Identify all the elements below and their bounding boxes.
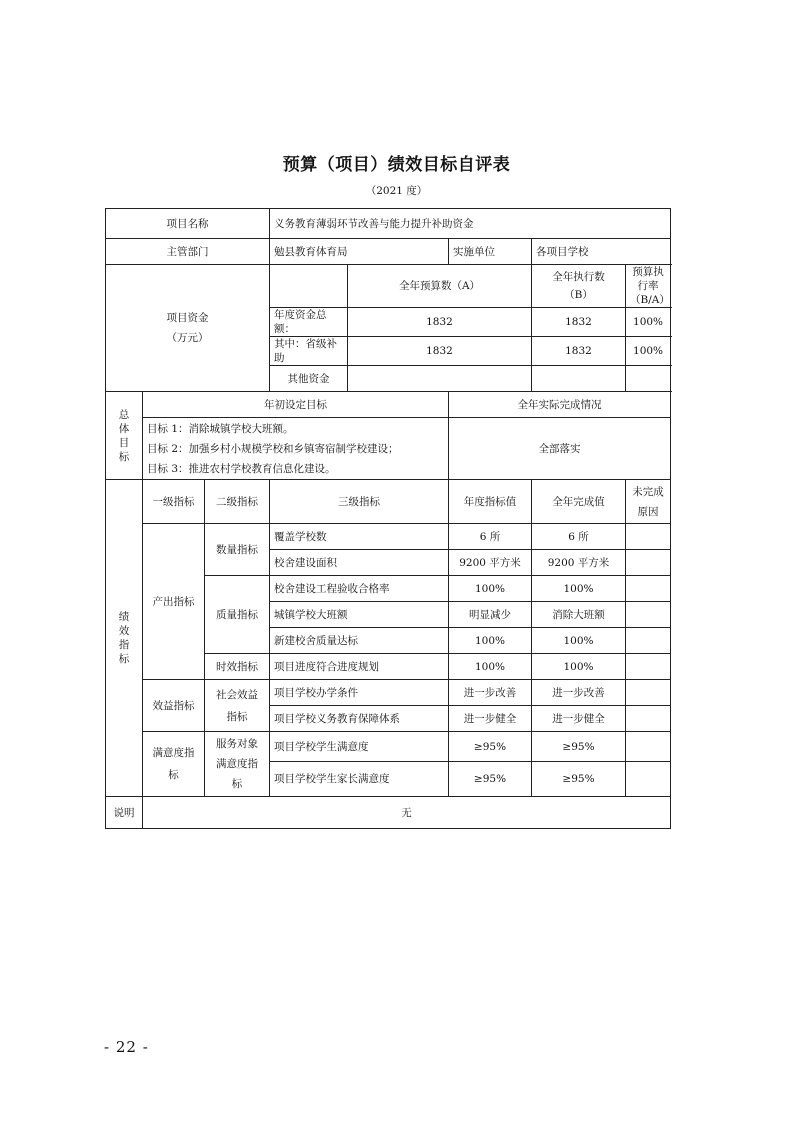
quality-indicator-label: 质量指标: [205, 576, 270, 654]
perf-row-target: 6 所: [449, 524, 532, 550]
perf-side-label: [106, 480, 143, 797]
goals-side-char: 体: [118, 422, 130, 435]
funds-col-b-header-line1: 全年执行数: [552, 271, 605, 283]
timeliness-indicator-label: 时效指标: [205, 654, 270, 680]
perf-row-actual: 9200 平方米: [532, 550, 626, 576]
goals-list: [143, 418, 449, 480]
funds-row-a: 1832: [348, 308, 532, 337]
funds-row-b: 1832: [532, 337, 626, 366]
goals-set-header: 年初设定目标: [143, 392, 449, 418]
service-label-line2: 满意度指: [216, 758, 258, 770]
goal-item: 目标 3：推进农村学校教育信息化建设。: [147, 462, 336, 475]
dept-label: 主管部门: [106, 239, 270, 265]
perf-row-target: 进一步健全: [449, 706, 532, 732]
perf-row-name: 项目学校义务教育保障体系: [270, 706, 449, 732]
funds-col-b-header: [532, 265, 626, 308]
note-value: 无: [143, 797, 671, 829]
perf-row-target: ≥95%: [449, 732, 532, 762]
goals-side-label: [106, 392, 143, 480]
service-label-line3: 标: [231, 778, 243, 790]
output-indicator-label: 产出指标: [143, 524, 205, 680]
document-year: （2021 度）: [365, 185, 428, 197]
social-benefit-label-line1: 社会效益: [216, 688, 258, 701]
perf-header-row: [106, 480, 671, 524]
perf-side-char: 标: [118, 653, 130, 665]
perf-side-char: 绩: [118, 611, 130, 623]
perf-row-target: 9200 平方米: [449, 550, 532, 576]
perf-row-actual: 6 所: [532, 524, 626, 550]
impl-label: 实施单位: [449, 239, 532, 265]
perf-row-target: 100%: [449, 628, 532, 654]
funds-header-blank: [270, 265, 348, 308]
goals-content-row: [106, 418, 671, 480]
perf-header-target: 年度指标值: [449, 480, 532, 524]
perf-row-reason: [626, 550, 671, 576]
perf-row-actual: 100%: [532, 628, 626, 654]
perf-row-reason: [626, 524, 671, 550]
funds-row-b: [532, 366, 626, 392]
perf-row-target: ≥95%: [449, 762, 532, 797]
perf-row-name: 新建校舍质量达标: [270, 628, 449, 654]
goal-item: 目标 1：消除城镇学校大班额。: [147, 422, 294, 435]
perf-row-name: 项目学校学生家长满意度: [270, 762, 449, 797]
perf-header-actual: 全年完成值: [532, 480, 626, 524]
perf-side-char: 指: [118, 639, 130, 651]
funds-row-b: 1832: [532, 308, 626, 337]
perf-row-actual: 消除大班额: [532, 602, 626, 628]
perf-header-reason: [626, 480, 671, 524]
perf-header-level1: 一级指标: [143, 480, 205, 524]
funds-col-a-header: 全年预算数（A）: [348, 265, 532, 308]
perf-header-level2: 二级指标: [205, 480, 270, 524]
goals-actual-header: 全年实际完成情况: [449, 392, 671, 418]
perf-header-reason-line2: 原因: [637, 505, 659, 518]
perf-row-name: 项目进度符合进度规划: [270, 654, 449, 680]
perf-row-actual: 100%: [532, 654, 626, 680]
project-name-row: [106, 209, 671, 239]
perf-row: [106, 732, 671, 762]
funds-row-a: 1832: [348, 337, 532, 366]
self-evaluation-table: [105, 208, 671, 829]
note-row: [106, 797, 671, 829]
goal-item: 目标 2：加强乡村小规模学校和乡镇寄宿制学校建设；: [147, 442, 399, 455]
perf-row-actual: 进一步改善: [532, 680, 626, 706]
funds-row-rate: 100%: [626, 308, 671, 337]
social-benefit-label: [205, 680, 270, 732]
department-row: [106, 239, 671, 265]
perf-row-reason: [626, 706, 671, 732]
perf-row-target: 明显减少: [449, 602, 532, 628]
perf-row-target: 进一步改善: [449, 680, 532, 706]
perf-row-reason: [626, 602, 671, 628]
impl-value: 各项目学校: [532, 239, 671, 265]
funds-col-b-header-line2: （B）: [564, 289, 593, 301]
goals-actual-value: 全部落实: [449, 418, 671, 480]
perf-row: [106, 524, 671, 550]
perf-row-target: 100%: [449, 654, 532, 680]
perf-row-actual: ≥95%: [532, 762, 626, 797]
goals-side-char: 标: [118, 450, 130, 463]
perf-row-reason: [626, 628, 671, 654]
dept-value: 勉县教育体育局: [270, 239, 449, 265]
funds-label-line1: 项目资金: [166, 312, 209, 324]
benefit-indicator-label: 效益指标: [143, 680, 205, 732]
perf-row-actual: 进一步健全: [532, 706, 626, 732]
funds-label-line2: （万元）: [166, 332, 209, 344]
perf-row-name: 校舍建设工程验收合格率: [270, 576, 449, 602]
funds-row-rate: [626, 366, 671, 392]
perf-row-actual: 100%: [532, 576, 626, 602]
funds-col-rate-header: 预算执行率（B/A）: [626, 265, 671, 308]
perf-row-name: 项目学校学生满意度: [270, 732, 449, 762]
perf-row-name: 城镇学校大班额: [270, 602, 449, 628]
perf-row-name: 校舍建设面积: [270, 550, 449, 576]
perf-row-name: 项目学校办学条件: [270, 680, 449, 706]
quantity-indicator-label: 数量指标: [205, 524, 270, 576]
perf-row-target: 100%: [449, 576, 532, 602]
perf-header-reason-line1: 未完成: [632, 485, 664, 498]
goals-side-char: 目: [118, 436, 130, 449]
perf-row-reason: [626, 576, 671, 602]
perf-header-level3: 三级指标: [270, 480, 449, 524]
funds-row-name: 其中：省级补助: [270, 337, 348, 366]
perf-row-reason: [626, 732, 671, 762]
satisfaction-indicator-label: [143, 732, 205, 797]
funds-label: [106, 265, 270, 392]
funds-row-rate: 100%: [626, 337, 671, 366]
service-satisfaction-label: [205, 732, 270, 797]
page-number: - 22 -: [104, 1038, 149, 1056]
social-benefit-label-line2: 指标: [226, 710, 248, 723]
funds-header-row: [106, 265, 671, 308]
perf-row-name: 覆盖学校数: [270, 524, 449, 550]
service-label-line1: 服务对象: [216, 738, 258, 750]
funds-row-name: 其他资金: [270, 366, 348, 392]
satisfaction-label-line2: 标: [168, 769, 179, 781]
perf-row-reason: [626, 762, 671, 797]
perf-row-reason: [626, 654, 671, 680]
project-name-label: 项目名称: [106, 209, 270, 239]
note-label: 说明: [106, 797, 143, 829]
funds-row-name: 年度资金总额：: [270, 308, 348, 337]
perf-side-char: 效: [118, 625, 130, 637]
goals-side-char: 总: [118, 408, 130, 421]
satisfaction-label-line1: 满意度指: [152, 747, 195, 759]
document-title: 预算（项目）绩效目标自评表: [282, 155, 511, 175]
perf-row-actual: ≥95%: [532, 732, 626, 762]
perf-row-reason: [626, 680, 671, 706]
funds-row-a: [348, 366, 532, 392]
goals-header-row: [106, 392, 671, 418]
project-name-value: 义务教育薄弱环节改善与能力提升补助资金: [270, 209, 671, 239]
perf-row: [106, 680, 671, 706]
